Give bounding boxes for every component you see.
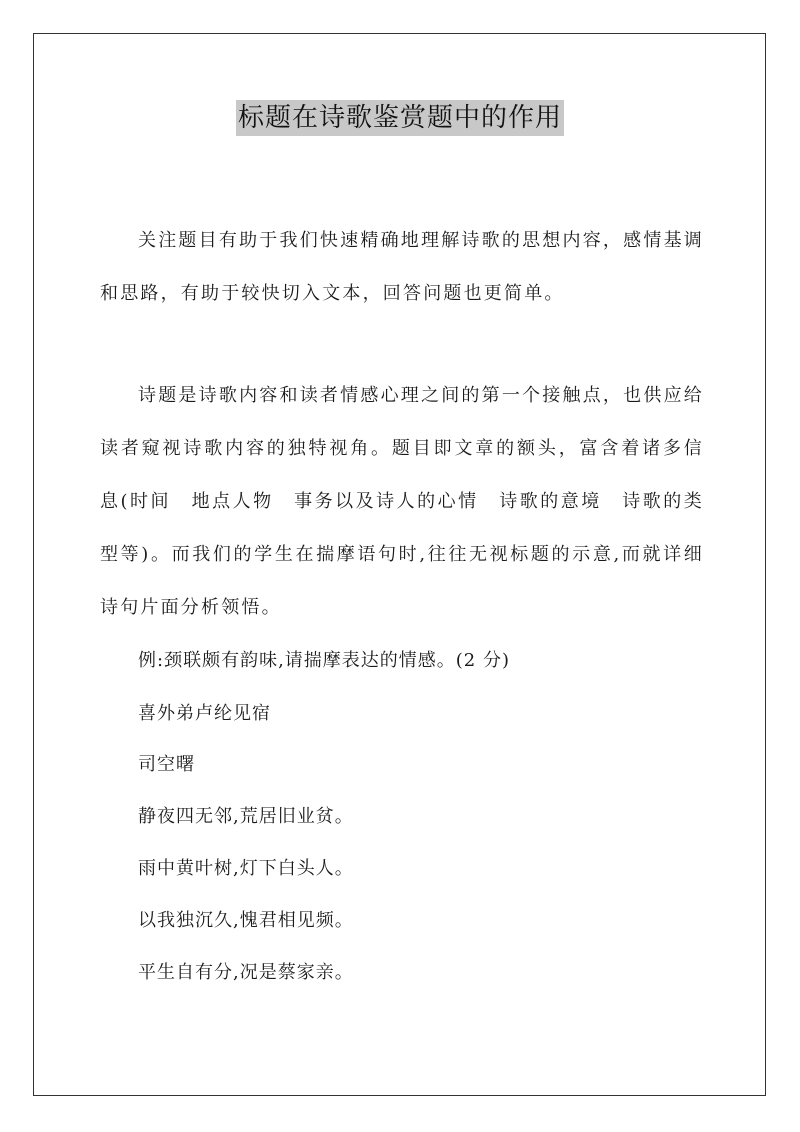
example-question: 例:颈联颇有韵味,请揣摩表达的情感。(2 分) <box>138 650 511 671</box>
poem-author: 司空曙 <box>138 754 195 775</box>
poem-line-3: 以我独沉久,愧君相见频。 <box>138 910 354 931</box>
poem-line-1: 静夜四无邻,荒居旧业贫。 <box>138 806 354 827</box>
paragraph-detail: 诗题是诗歌内容和读者情感心理之间的第一个接触点，也供应给读者窥视诗歌内容的独特视角。题目即文章的额头，富含着诸多信息(时间 地点人物 事务以及诗人的心情 诗歌的意境 诗歌的类型等)。而我们的学生在揣摩语句时,往往无视标题的示意,而就详细诗句片面分析领悟。 <box>100 385 704 618</box>
poem-line-4: 平生自有分,况是蔡家亲。 <box>138 962 354 983</box>
poem-line-2: 雨中黄叶树,灯下白头人。 <box>138 858 354 879</box>
document-title: 标题在诗歌鉴赏题中的作用 <box>236 100 564 136</box>
poem-title: 喜外弟卢纶见宿 <box>138 703 271 724</box>
paragraph-intro: 关注题目有助于我们快速精确地理解诗歌的思想内容，感情基调和思路，有助于较快切入文本，回答问题也更简单。 <box>100 230 704 304</box>
title-container <box>0 100 800 136</box>
